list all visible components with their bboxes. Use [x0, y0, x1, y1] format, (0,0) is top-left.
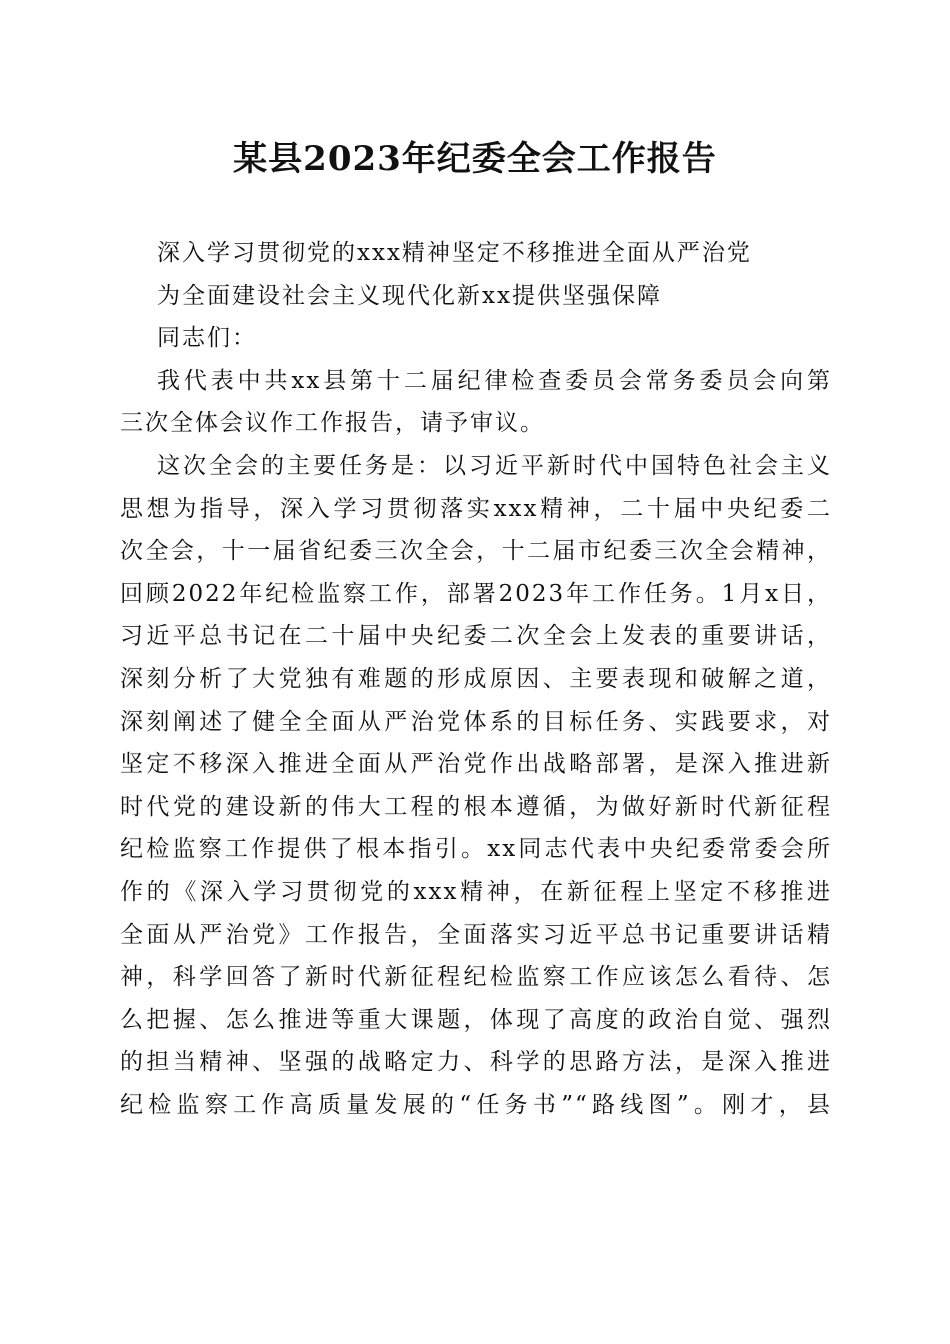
- paragraph-line: 三次全体会议作工作报告，请予审议。: [120, 410, 545, 437]
- paragraph-line: 习近平总书记在二十届中央纪委二次全会上发表的重要讲话，: [120, 623, 832, 650]
- paragraph-line: 纪检监察工作高质量发展的“任务书”“路线图”。刚才，县: [120, 1091, 832, 1118]
- paragraph-line: 回顾2022年纪检监察工作，部署2023年工作任务。1月x日，: [120, 580, 832, 607]
- paragraph-line: 么把握、怎么推进等重大课题，体现了高度的政治自觉、强烈: [120, 1006, 832, 1033]
- paragraph-line: 全面从严治党》工作报告，全面落实习近平总书记重要讲话精: [120, 921, 832, 948]
- paragraph-line: 深刻阐述了健全全面从严治党体系的目标任务、实践要求，对: [120, 708, 832, 735]
- paragraph-line: 深刻分析了大党独有难题的形成原因、主要表现和破解之道，: [120, 665, 832, 692]
- paragraph-line: 这次全会的主要任务是：以习近平新时代中国特色社会主义: [157, 452, 832, 479]
- document-title: 某县2023年纪委全会工作报告: [233, 139, 717, 179]
- subtitle-line-1: 深入学习贯彻党的xxx精神坚定不移推进全面从严治党: [157, 240, 752, 266]
- document-body: [120, 232, 832, 1126]
- paragraph-line: 时代党的建设新的伟大工程的根本遵循，为做好新时代新征程: [120, 793, 832, 820]
- paragraph-line: 的担当精神、坚强的战略定力、科学的思路方法，是深入推进: [120, 1049, 832, 1076]
- paragraph-line: 作的《深入学习贯彻党的xxx精神，在新征程上坚定不移推进: [120, 878, 832, 905]
- paragraph-line: 思想为指导，深入学习贯彻落实xxx精神，二十届中央纪委二: [120, 495, 832, 522]
- paragraph-2: [120, 445, 832, 1127]
- paragraph-line: 坚定不移深入推进全面从严治党作出战略部署，是深入推进新: [120, 751, 832, 778]
- subtitle-line-2: 为全面建设社会主义现代化新xx提供坚强保障: [157, 282, 662, 309]
- paragraph-1: [120, 360, 832, 445]
- paragraph-line: 我代表中共xx县第十二届纪律检查委员会常务委员会向第: [157, 367, 832, 394]
- paragraph-line: 神，科学回答了新时代新征程纪检监察工作应该怎么看待、怎: [120, 964, 832, 991]
- paragraph-line: 次全会，十一届省纪委三次全会，十二届市纪委三次全会精神，: [120, 538, 832, 565]
- paragraph-line: 纪检监察工作提供了根本指引。xx同志代表中央纪委常委会所: [120, 836, 832, 863]
- salutation: 同志们：: [157, 325, 257, 352]
